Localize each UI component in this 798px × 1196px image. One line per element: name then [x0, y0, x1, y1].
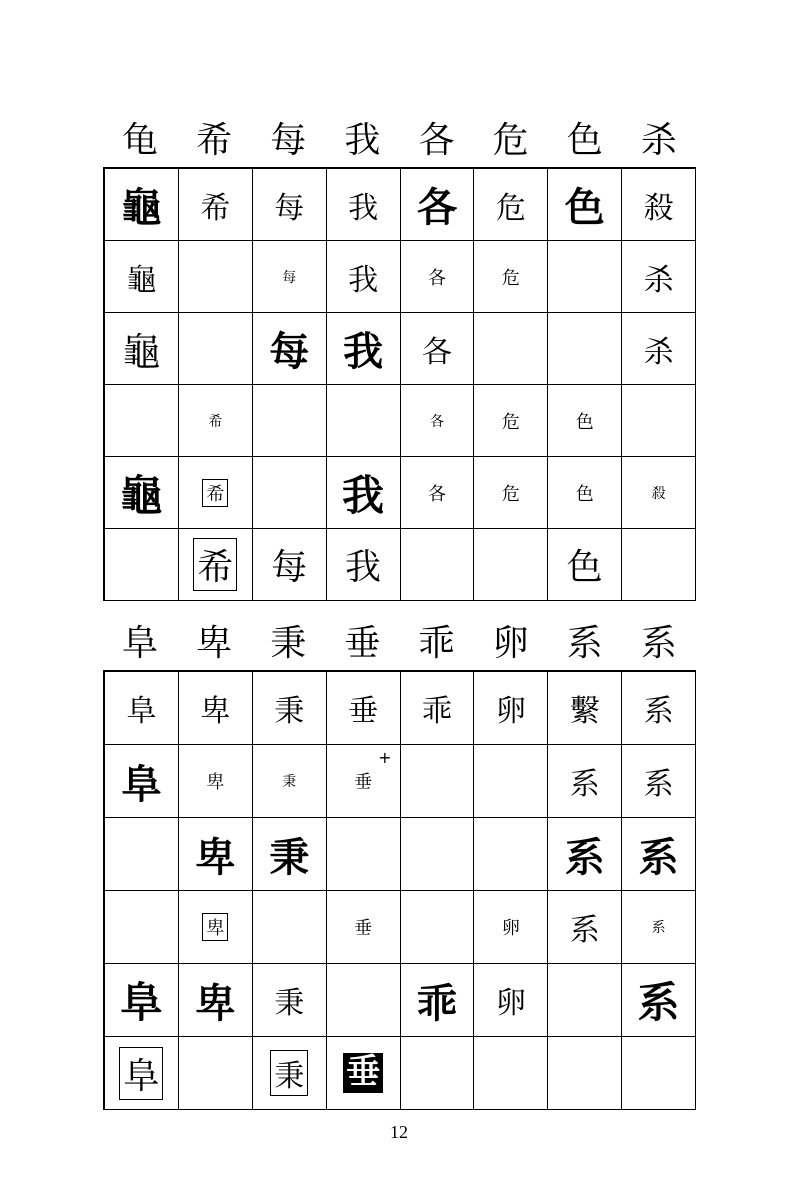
- seal-glyph: 杀: [643, 262, 674, 298]
- seal-glyph: 各: [416, 184, 457, 231]
- seal-glyph: 每: [282, 269, 297, 286]
- grid-cell: [105, 529, 179, 601]
- seal-glyph: 卵: [495, 986, 526, 1021]
- seal-glyph: 卵: [495, 694, 526, 729]
- grid-cell: [401, 672, 475, 745]
- seal-glyph: 色: [564, 184, 605, 231]
- seal-glyph: 危: [501, 267, 520, 289]
- grid-cell: [179, 891, 253, 964]
- grid-cell: [105, 385, 179, 457]
- glyph-grid: [103, 167, 696, 601]
- grid-cell: [548, 1037, 622, 1110]
- grid-cell: [253, 964, 327, 1037]
- seal-glyph: 秉: [270, 1050, 308, 1096]
- grid-cell: [548, 891, 622, 964]
- grid-cell: [401, 745, 475, 818]
- grid-cell: [179, 529, 253, 601]
- seal-glyph: 系: [638, 833, 679, 881]
- seal-glyph: 繫: [569, 694, 600, 729]
- grid-cell: [474, 313, 548, 385]
- grid-cell: [401, 385, 475, 457]
- seal-glyph: 每: [269, 328, 310, 375]
- grid-cell: [401, 529, 475, 601]
- grid-cell: [253, 818, 327, 891]
- seal-glyph: 阜: [121, 760, 162, 808]
- seal-glyph: 殺: [651, 485, 666, 502]
- glyph-grid: [103, 670, 696, 1110]
- seal-glyph: 垂: [354, 772, 373, 793]
- grid-cell: [401, 818, 475, 891]
- seal-glyph: 阜: [126, 694, 157, 729]
- header-char: 垂: [344, 623, 381, 664]
- seal-glyph: 龜: [120, 470, 163, 520]
- grid-cell: [105, 169, 179, 241]
- seal-glyph: 系: [643, 767, 674, 802]
- grid-cell: [179, 964, 253, 1037]
- seal-glyph: 卑: [195, 833, 236, 881]
- grid-cell: [105, 1037, 179, 1110]
- seal-glyph: 每: [271, 547, 308, 588]
- seal-glyph: 希: [208, 413, 223, 430]
- character-table-2: [103, 618, 696, 1110]
- seal-glyph: 色: [566, 547, 603, 588]
- seal-glyph: 希: [193, 538, 237, 591]
- header-char: 危: [492, 120, 529, 161]
- grid-cell: [327, 745, 401, 818]
- grid-cell: [622, 529, 696, 601]
- header-char: 乖: [418, 623, 455, 664]
- seal-glyph: 龜: [126, 262, 157, 298]
- seal-glyph: 秉: [282, 774, 297, 790]
- header-char: 卵: [492, 623, 529, 664]
- seal-glyph: 我: [345, 547, 382, 588]
- seal-glyph: 各: [427, 483, 446, 505]
- grid-cell: [622, 457, 696, 529]
- seal-glyph: 色: [575, 483, 594, 505]
- grid-cell: [474, 964, 548, 1037]
- seal-glyph: 系: [569, 767, 600, 802]
- grid-cell: [474, 745, 548, 818]
- seal-stamp-glyph: 垂: [343, 1053, 383, 1093]
- seal-glyph: 我: [348, 262, 379, 298]
- grid-cell: [105, 241, 179, 313]
- grid-cell: [548, 672, 622, 745]
- header-row: [103, 115, 696, 167]
- seal-glyph: 各: [429, 413, 444, 430]
- grid-cell: [105, 745, 179, 818]
- header-char: 我: [344, 120, 381, 161]
- grid-cell: [401, 1037, 475, 1110]
- grid-cell: [474, 169, 548, 241]
- seal-glyph: 我: [343, 328, 384, 375]
- grid-cell: [548, 964, 622, 1037]
- seal-glyph: 阜: [119, 1047, 163, 1100]
- grid-cell: [327, 241, 401, 313]
- grid-cell: [474, 818, 548, 891]
- grid-cell: [253, 1037, 327, 1110]
- plus-mark: +: [378, 748, 392, 767]
- grid-cell: [253, 745, 327, 818]
- seal-glyph: 卑: [206, 772, 225, 793]
- grid-cell: [474, 385, 548, 457]
- header-char: 系: [566, 623, 603, 664]
- header-char: 希: [196, 120, 233, 161]
- seal-glyph: 我: [348, 190, 379, 226]
- grid-cell: [327, 313, 401, 385]
- header-char: 系: [640, 623, 677, 664]
- grid-cell: [548, 818, 622, 891]
- seal-glyph: 殺: [643, 190, 674, 226]
- grid-cell: [401, 313, 475, 385]
- grid-cell: [474, 241, 548, 313]
- grid-cell: [622, 169, 696, 241]
- grid-cell: [548, 241, 622, 313]
- grid-cell: [401, 891, 475, 964]
- grid-cell: [548, 169, 622, 241]
- grid-cell: [105, 891, 179, 964]
- seal-glyph: 系: [643, 694, 674, 729]
- seal-glyph: 卑: [195, 979, 236, 1027]
- grid-cell: [105, 672, 179, 745]
- grid-cell: [327, 457, 401, 529]
- header-char: 各: [418, 120, 455, 161]
- grid-cell: [327, 964, 401, 1037]
- grid-cell: [105, 457, 179, 529]
- grid-cell: [548, 457, 622, 529]
- grid-cell: [327, 818, 401, 891]
- header-row: [103, 618, 696, 670]
- header-char: 卑: [196, 623, 233, 664]
- grid-cell: [179, 385, 253, 457]
- header-char: 色: [566, 120, 603, 161]
- seal-glyph: 各: [427, 267, 446, 289]
- grid-cell: [548, 529, 622, 601]
- seal-glyph: 乖: [416, 979, 457, 1027]
- seal-glyph: 系: [637, 978, 680, 1027]
- grid-cell: [327, 891, 401, 964]
- grid-cell: [474, 529, 548, 601]
- grid-cell: [105, 964, 179, 1037]
- seal-glyph: 卵: [501, 918, 520, 939]
- grid-cell: [327, 385, 401, 457]
- seal-glyph: 秉: [269, 833, 310, 881]
- grid-cell: [179, 241, 253, 313]
- grid-cell: [401, 964, 475, 1037]
- seal-glyph: 龜: [121, 184, 162, 231]
- grid-cell: [622, 241, 696, 313]
- seal-glyph: 卑: [200, 694, 231, 729]
- grid-cell: [622, 891, 696, 964]
- grid-cell: [253, 313, 327, 385]
- seal-glyph: 系: [651, 920, 666, 936]
- grid-cell: [622, 672, 696, 745]
- grid-cell: [179, 672, 253, 745]
- grid-cell: [105, 818, 179, 891]
- seal-glyph: 系: [569, 913, 600, 948]
- header-char: 每: [270, 120, 307, 161]
- seal-glyph: 我: [342, 470, 385, 520]
- header-char: 阜: [122, 623, 159, 664]
- character-table-1: [103, 115, 696, 601]
- seal-glyph: 秉: [274, 986, 305, 1021]
- grid-cell: [327, 672, 401, 745]
- header-char: 杀: [640, 120, 677, 161]
- grid-cell: [179, 745, 253, 818]
- grid-cell: [179, 818, 253, 891]
- grid-cell: [622, 964, 696, 1037]
- grid-cell: [474, 891, 548, 964]
- grid-cell: [179, 457, 253, 529]
- grid-cell: [548, 313, 622, 385]
- grid-cell: [179, 1037, 253, 1110]
- grid-cell: [327, 529, 401, 601]
- header-char: 龟: [122, 120, 159, 161]
- seal-glyph: 危: [495, 190, 526, 226]
- grid-cell: [474, 457, 548, 529]
- grid-cell: [401, 169, 475, 241]
- grid-cell: [474, 672, 548, 745]
- seal-glyph: 每: [274, 190, 305, 226]
- seal-glyph: 色: [575, 411, 594, 433]
- grid-cell: [622, 745, 696, 818]
- grid-cell: [253, 891, 327, 964]
- grid-cell: [327, 1037, 401, 1110]
- grid-cell: [253, 672, 327, 745]
- grid-cell: [401, 457, 475, 529]
- grid-cell: [474, 1037, 548, 1110]
- seal-glyph: 各: [421, 334, 452, 370]
- page-number: 12: [390, 1122, 408, 1142]
- grid-cell: [622, 818, 696, 891]
- grid-cell: [327, 169, 401, 241]
- seal-glyph: 希: [202, 479, 228, 507]
- grid-cell: [105, 313, 179, 385]
- grid-cell: [401, 241, 475, 313]
- header-char: 秉: [270, 623, 307, 664]
- seal-glyph: 希: [200, 190, 231, 226]
- seal-glyph: 阜: [120, 978, 163, 1027]
- grid-cell: [179, 313, 253, 385]
- seal-glyph: 乖: [421, 694, 452, 729]
- grid-cell: [253, 529, 327, 601]
- seal-glyph: 龜: [122, 330, 161, 374]
- seal-glyph: 垂: [354, 918, 373, 939]
- grid-cell: [253, 457, 327, 529]
- grid-cell: [253, 385, 327, 457]
- seal-glyph: 危: [501, 411, 520, 433]
- grid-cell: [253, 241, 327, 313]
- grid-cell: [622, 1037, 696, 1110]
- seal-glyph: 杀: [643, 334, 674, 370]
- grid-cell: [253, 169, 327, 241]
- seal-glyph: 系: [564, 833, 605, 881]
- grid-cell: [179, 169, 253, 241]
- seal-glyph: 垂: [348, 694, 379, 729]
- grid-cell: [548, 385, 622, 457]
- grid-cell: [622, 385, 696, 457]
- seal-glyph: 秉: [274, 694, 305, 729]
- seal-glyph: 卑: [202, 913, 228, 941]
- grid-cell: [548, 745, 622, 818]
- seal-glyph: 危: [501, 483, 520, 505]
- grid-cell: [622, 313, 696, 385]
